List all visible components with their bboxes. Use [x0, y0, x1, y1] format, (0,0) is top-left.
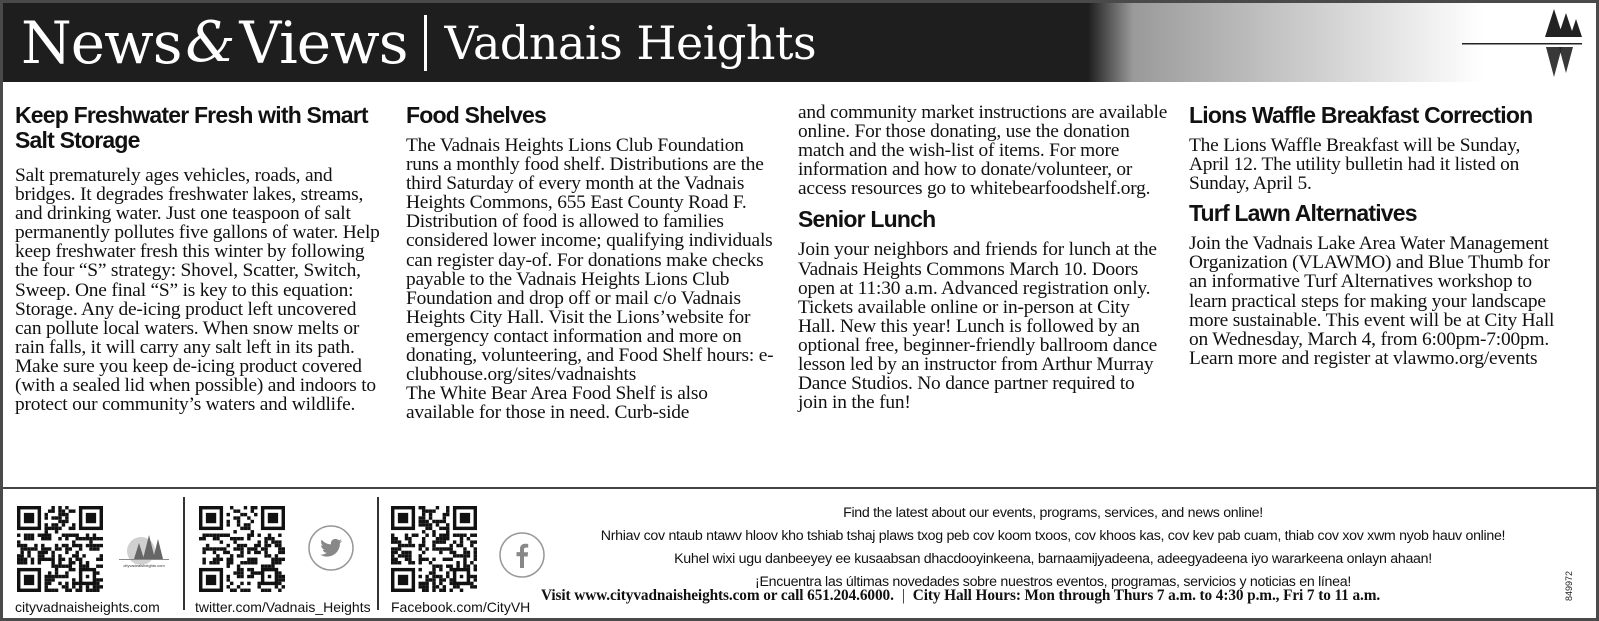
article-heading: Senior Lunch	[798, 206, 936, 233]
footer-line-spanish: ¡Encuentra las últimas novedades sobre nuestros eventos, programas, servicios y noticias en línea!	[755, 574, 1351, 590]
ad-code: 849972	[1564, 570, 1574, 601]
article-food-shelves	[406, 103, 776, 422]
article-body: Join your neighbors and friends for lunch at the Vadnais Heights Commons March 10. Doors open at 11:30 a.m. Advanced registration only. Tickets available online or in-person at City Hall. New this year! Lunch is followed by an optional free, beginner-friendly ballroom dance lesson led by an instructor from Arthur Murray Dance Studios. No dance partner required to join in the fun!	[798, 239, 1158, 414]
article-heading-2: Turf Lawn Alternatives	[1189, 200, 1417, 227]
facebook-caption[interactable]: Facebook.com/CityVH	[391, 599, 531, 615]
article-heading: Keep Freshwater Fresh with Smart Salt Storage	[15, 102, 368, 153]
article-body: The Vadnais Heights Lions Club Foundation runs a monthly food shelf. Distributions are the third Saturday of every month at the Vadnais Heights Commons, 655 East County Road F. Distribution of food is allowed to families considered lower income; qualifying individuals can register day-of. For donations make checks payable to the Vadnais Heights Lions Club Foundation and drop off or mail c/o Vadnais Heights City Hall. Visit the Lions’website for emergency contact information and more on donating, volunteering, and Food Shelf hours: e-clubhouse.org/sites/vadnaishts	[406, 135, 774, 386]
article-heading: Lions Waffle Breakfast Correction	[1189, 102, 1533, 128]
article-body-2: Join the Vadnais Lake Area Water Management Organization (VLAWMO) and Blue Thumb for an informative Turf Alternatives workshop to learn practical steps for making your landscape more sustainable. This event will be at City Hall on Wednesday, March 4, from 6:00pm-7:00pm. Learn more and register at vlawmo.org/events	[1189, 233, 1555, 369]
article-senior-lunch	[798, 103, 1168, 412]
banner-brand	[21, 5, 816, 80]
contact-separator: |	[901, 587, 905, 604]
pine-trees-logo-icon	[115, 525, 173, 577]
article-body: The Lions Waffle Breakfast will be Sunday, April 12. The utility bulletin had it listed on Sunday, April 5.	[1189, 135, 1521, 195]
twitter-bird-icon[interactable]	[307, 524, 355, 572]
article-heading: Food Shelves	[406, 102, 546, 128]
article-salt-storage	[15, 103, 385, 414]
twitter-caption[interactable]: twitter.com/Vadnais_Heights	[195, 599, 371, 615]
hours-text: City Hall Hours: Mon through Thurs 7 a.m. to 4:30 p.m., Fri 7 to 11 a.m.	[912, 587, 1381, 604]
article-body-continuation: and community market instructions are available online. For those donating, use the donation match and the wish-list of items. For more information and how to donate/volunteer, or access resources go to whitebearfoodshelf.org.	[798, 102, 1168, 200]
footer-line-hmong: Nrhiav cov ntaub ntawv hloov kho tshiab tshaj plaws txog peb cov koom txoos, cov khoos kas, cov kev pab cuam, thiab cov xov xwm nyob hauv online!	[600, 528, 1506, 544]
mini-logo-caption: cityvadnaisheights.com	[123, 563, 165, 568]
visit-text[interactable]: Visit www.cityvadnaisheights.com or call 651.204.6000.	[541, 587, 894, 604]
article-body-continued: The White Bear Area Food Shelf is also available for those in need. Curb-side	[406, 383, 708, 424]
brand-ampersand: &	[185, 10, 236, 75]
facebook-f-icon[interactable]	[498, 531, 546, 579]
brand-divider	[424, 15, 427, 71]
footer-divider	[183, 497, 185, 610]
footer-line-english: Find the latest about our events, programs, services, and news online!	[843, 505, 1263, 521]
brand-city-name: Vadnais Heights	[444, 15, 817, 70]
brand-news: News	[21, 8, 182, 77]
pine-trees-logo-icon	[1462, 7, 1582, 79]
website-caption[interactable]: cityvadnaisheights.com	[15, 599, 160, 615]
qr-code-icon[interactable]	[17, 506, 103, 592]
article-waffle-and-turf	[1189, 103, 1559, 368]
contact-line	[541, 587, 1551, 605]
footer-line-somali: Kuhel wixi ugu danbeeyey ee kusaabsan dhacdooyinkeena, barnaamijyadeena, adeegyadeena iyo wararkeena onlayn ahaan!	[674, 551, 1432, 567]
banner	[3, 3, 1596, 82]
brand-views: Views	[239, 8, 408, 77]
qr-code-icon[interactable]	[199, 506, 285, 592]
footer-rule	[3, 487, 1596, 489]
footer-divider	[377, 497, 379, 610]
article-body: Salt prematurely ages vehicles, roads, and bridges. It degrades freshwater lakes, streams, and drinking water. Just one teaspoon of salt permanently pollutes five gallons of water. Help keep freshwater fresh this winter by following the four “S” strategy: Shovel, Scatter, Switch, Sweep. One final “S” is key to this equation: Storage. Any de-icing product left uncovered can pollute local waters. When snow melts or rain falls, it will carry any salt left in its path. Make sure you keep de-icing product covered (with a sealed lid when possible) and indoors to protect our community’s waters and wildlife.	[15, 165, 380, 416]
qr-code-icon[interactable]	[391, 506, 477, 592]
